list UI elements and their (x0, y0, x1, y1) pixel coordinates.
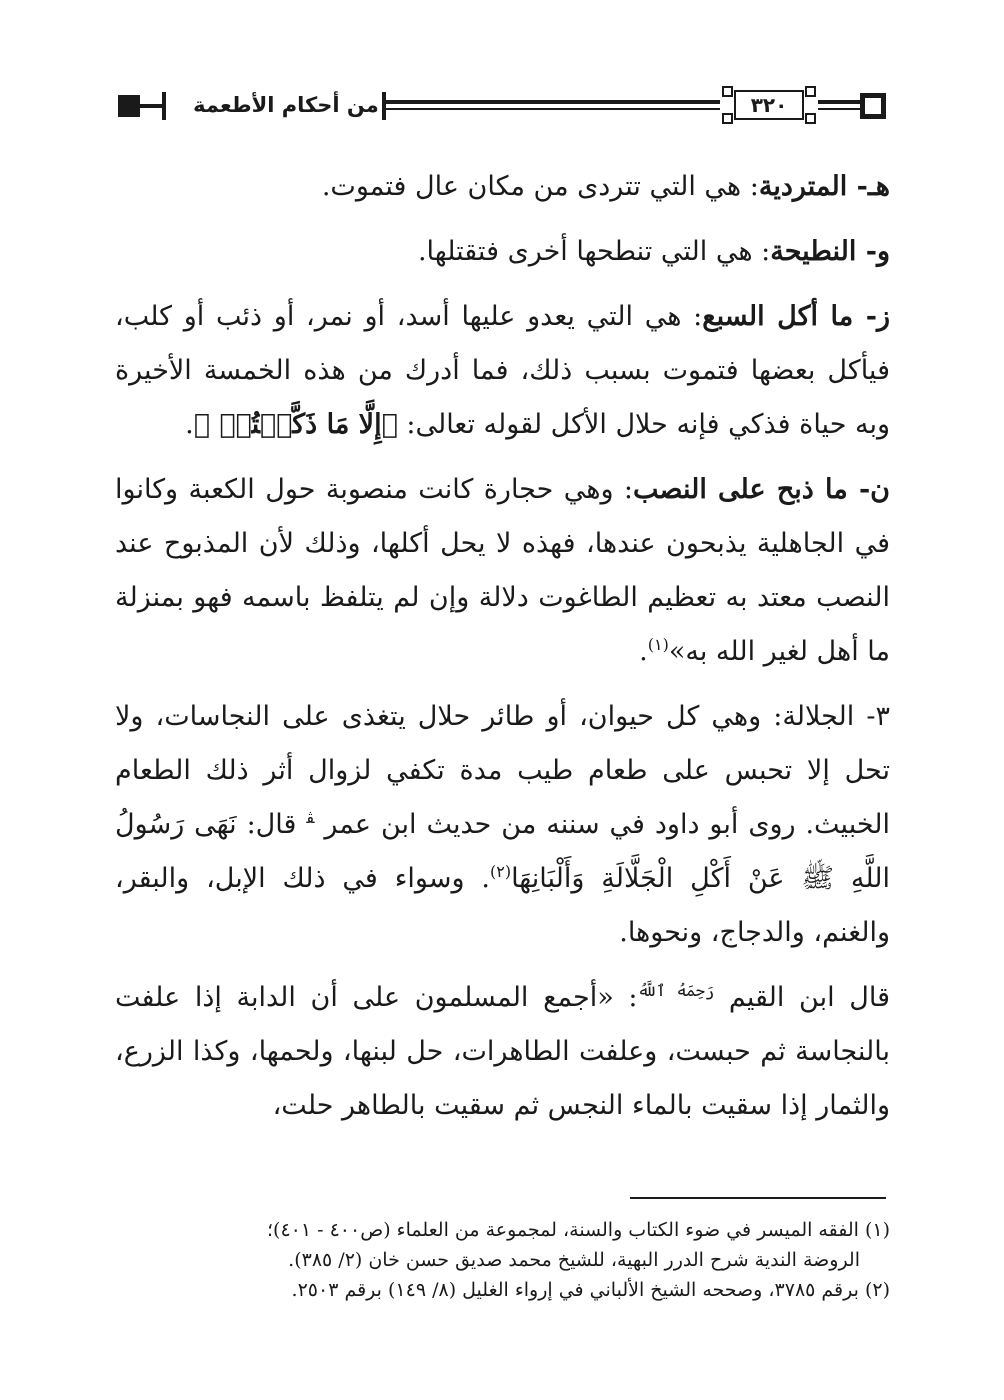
footnote-separator (630, 1197, 886, 1199)
quran-verse: ﴿إِلَّا مَا ذَكَّيۡتُمۡ ﴾ (193, 409, 398, 440)
paragraph-ma-akala-alsabu (115, 290, 890, 452)
footnote-item: (٢) برقم ٣٧٨٥، وصححه الشيخ الألباني في إرواء الغليل (٨/ ١٤٩) برقم ٢٥٠٣. (291, 1279, 890, 1301)
honorific-glyph: رَحِمَهُ ٱللَّهُ (637, 981, 715, 1000)
header-rule (140, 104, 162, 108)
paragraph-text: : «أجمع المسلمون على أن الدابة إذا علفت بالنجاسة ثم حبست، وعلفت الطاهرات، حل لبنها، ولحمها، وكذا الزرع، والثمار إذا سقيت بالماء النجس ثم سقيت بالطاهر حلت، (115, 982, 890, 1121)
honorific-glyph: ﭭ (306, 808, 315, 827)
paragraph-nusub (115, 463, 890, 679)
term-heading: ز- ما أكل السبع (702, 301, 890, 332)
paragraph-text: قال ابن القيم (714, 982, 890, 1013)
header-rule (818, 100, 860, 104)
header-ornament-left (118, 95, 140, 117)
running-header (118, 82, 886, 130)
paragraph-tail: . (639, 636, 648, 667)
paragraph-jallala (115, 690, 890, 960)
paragraph-text: . وسواء في ذلك الإبل، والبقر، والغنم، والدجاج، ونحوها. (115, 863, 890, 948)
header-rule (386, 100, 720, 104)
footnote-item: الروضة الندية شرح الدرر البهية، للشيخ محمد صديق حسن خان (٢/ ٣٨٥). (288, 1249, 860, 1271)
paragraph-mutaraddiya (115, 160, 890, 214)
header-ornament-right (860, 93, 886, 119)
footnote-item: (١) الفقه الميسر في ضوء الكتاب والسنة، لمجموعة من العلماء (ص٤٠٠ - ٤٠١)؛ (267, 1219, 890, 1241)
page-number-frame (720, 86, 818, 124)
paragraph-text: قال: (236, 809, 307, 840)
paragraph-text: : هي التي يعدو عليها أسد، أو نمر، أو ذئب أو كلب، فيأكل بعضها فتموت بسبب ذلك، فما أدرك من هذه الخمسة الأخيرة وبه حياة فذكي فإنه حلال الأكل لقوله تعالى: (115, 301, 890, 440)
paragraph-text: : هي التي تتردى من مكان عال فتموت. (321, 171, 759, 202)
term-heading: و- النطيحة (770, 236, 890, 267)
header-rule (386, 108, 720, 110)
paragraph-text: ٣- الجلالة: وهي كل حيوان، أو طائر حلال يتغذى على النجاسات، ولا تحل إلا تحبس على طعام طيب مدة تكفي لزوال أثر ذلك الطعام الخبيث. روى أبو داود في سننه من حديث ابن عمر (115, 701, 891, 840)
hadith-text: نَهَى رَسُولُ اللَّهِ ﷺ عَنْ أَكْلِ الْجَلَّالَةِ وَأَلْبَانِهَا (115, 809, 891, 894)
header-divider (162, 92, 166, 120)
page-number: ٣٢٠ (734, 90, 804, 120)
header-rule (818, 108, 860, 110)
paragraph-tail: . (185, 409, 194, 440)
term-heading: هـ- المتردية (758, 171, 890, 202)
paragraph-text: : وهي حجارة كانت منصوبة حول الكعبة وكانوا في الجاهلية يذبحون عندها، فهذه لا يحل أكلها، وذلك لأن المذبوح عند النصب معتد به تعظيم الطاغوت دلالة وإن لم يتلفظ باسمه فهو بمنزلة ما أهل لغير الله به» (115, 474, 890, 667)
footnote-ref[interactable]: (١) (647, 635, 669, 654)
term-heading: ن- ما ذبح على النصب (633, 474, 890, 505)
paragraph-natiha (115, 225, 890, 279)
paragraph-text: : هي التي تنطحها أخرى فتقتلها. (417, 236, 771, 267)
footnotes (115, 1215, 890, 1305)
footnote-ref[interactable]: (٢) (489, 862, 512, 881)
header-divider (382, 92, 386, 120)
page-title: من أحكام الأطعمة (186, 88, 386, 122)
paragraph-ibn-alqayyim (115, 971, 890, 1133)
page-body (115, 160, 890, 1144)
